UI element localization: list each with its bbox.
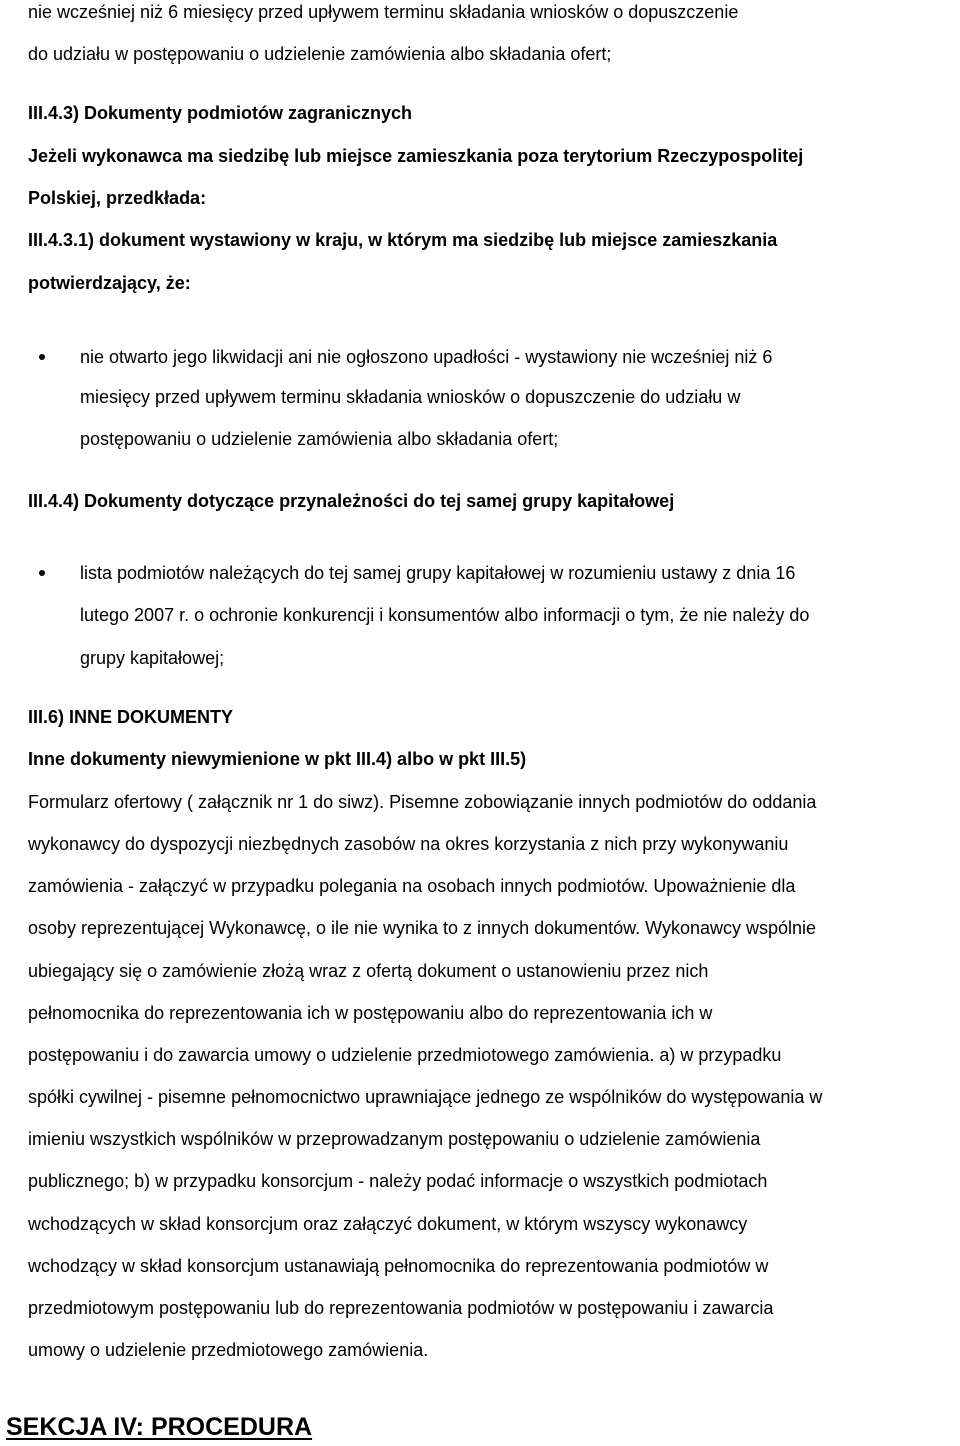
bullet-item-line: grupy kapitałowej; (80, 648, 225, 668)
paragraph-line: osoby reprezentującej Wykonawcę, o ile nie wynika to z innych dokumentów. Wykonawcy wspólnie (28, 918, 817, 938)
paragraph-line: Formularz ofertowy ( załącznik nr 1 do siwz). Pisemne zobowiązanie innych podmiotów do oddania (28, 792, 817, 812)
section-heading-iii-6: III.6) INNE DOKUMENTY (28, 707, 234, 727)
paragraph-line: pełnomocnika do reprezentowania ich w postępowaniu albo do reprezentowania ich w (28, 1003, 713, 1023)
paragraph-line: spółki cywilnej - pisemne pełnomocnictwo uprawniające jednego ze wspólników do występowania w (28, 1087, 823, 1107)
intro-line-1: nie wcześniej niż 6 miesięcy przed upływem terminu składania wniosków o dopuszczenie (28, 2, 739, 22)
paragraph-line: zamówienia - załączyć w przypadku polegania na osobach innych podmiotów. Upoważnienie dla (28, 876, 796, 896)
paragraph-line: publicznego; b) w przypadku konsorcjum - należy podać informacje o wszystkich podmiotach (28, 1171, 768, 1191)
bullet-item-line: lutego 2007 r. o ochronie konkurencji i konsumentów albo informacji o tym, że nie należy do (80, 605, 810, 625)
paragraph-line: Jeżeli wykonawca ma siedzibę lub miejsce zamieszkania poza terytorium Rzeczypospolitej (28, 146, 804, 166)
paragraph-line: ubiegający się o zamówienie złożą wraz z ofertą dokument o ustanowieniu przez nich (28, 961, 709, 981)
bullet-item-line: postępowaniu o udzielenie zamówienia albo składania ofert; (80, 429, 559, 449)
paragraph-line: umowy o udzielenie przedmiotowego zamówienia. (28, 1340, 429, 1360)
section-subheading: Inne dokumenty niewymienione w pkt III.4) albo w pkt III.5) (28, 749, 527, 769)
paragraph-line: imieniu wszystkich wspólników w przeprowadzanym postępowaniu o udzielenie zamówienia (28, 1129, 761, 1149)
paragraph-line: wchodzących w skład konsorcjum oraz załączyć dokument, w którym wszyscy wykonawcy (28, 1214, 748, 1234)
bullet-item-line: nie otwarto jego likwidacji ani nie ogłoszono upadłości - wystawiony nie wcześniej niż 6 (80, 347, 773, 367)
bullet-item-line: lista podmiotów należących do tej samej grupy kapitałowej w rozumieniu ustawy z dnia 16 (80, 563, 796, 583)
section-heading-iii-4-3: III.4.3) Dokumenty podmiotów zagranicznych (28, 103, 413, 123)
intro-line-2: do udziału w postępowaniu o udzielenie zamówienia albo składania ofert; (28, 44, 612, 64)
bullet-icon (39, 354, 45, 360)
bullet-icon (39, 570, 45, 576)
subsection-heading-iii-4-3-1: III.4.3.1) dokument wystawiony w kraju, w którym ma siedzibę lub miejsce zamieszkania (28, 230, 778, 250)
subsection-line: potwierdzający, że: (28, 273, 191, 293)
paragraph-line: postępowaniu i do zawarcia umowy o udzielenie przedmiotowego zamówienia. a) w przypadku (28, 1045, 782, 1065)
section-title: SEKCJA IV: PROCEDURA (6, 1413, 313, 1441)
paragraph-line: Polskiej, przedkłada: (28, 188, 207, 208)
section-heading-iii-4-4: III.4.4) Dokumenty dotyczące przynależności do tej samej grupy kapitałowej (28, 491, 675, 511)
paragraph-line: wykonawcy do dyspozycji niezbędnych zasobów na okres korzystania z nich przy wykonywaniu (28, 834, 789, 854)
paragraph-line: przedmiotowym postępowaniu lub do reprezentowania podmiotów w postępowaniu i zawarcia (28, 1298, 774, 1318)
bullet-item-line: miesięcy przed upływem terminu składania wniosków o dopuszczenie do udziału w (80, 387, 741, 407)
paragraph-line: wchodzący w skład konsorcjum ustanawiają pełnomocnika do reprezentowania podmiotów w (28, 1256, 769, 1276)
